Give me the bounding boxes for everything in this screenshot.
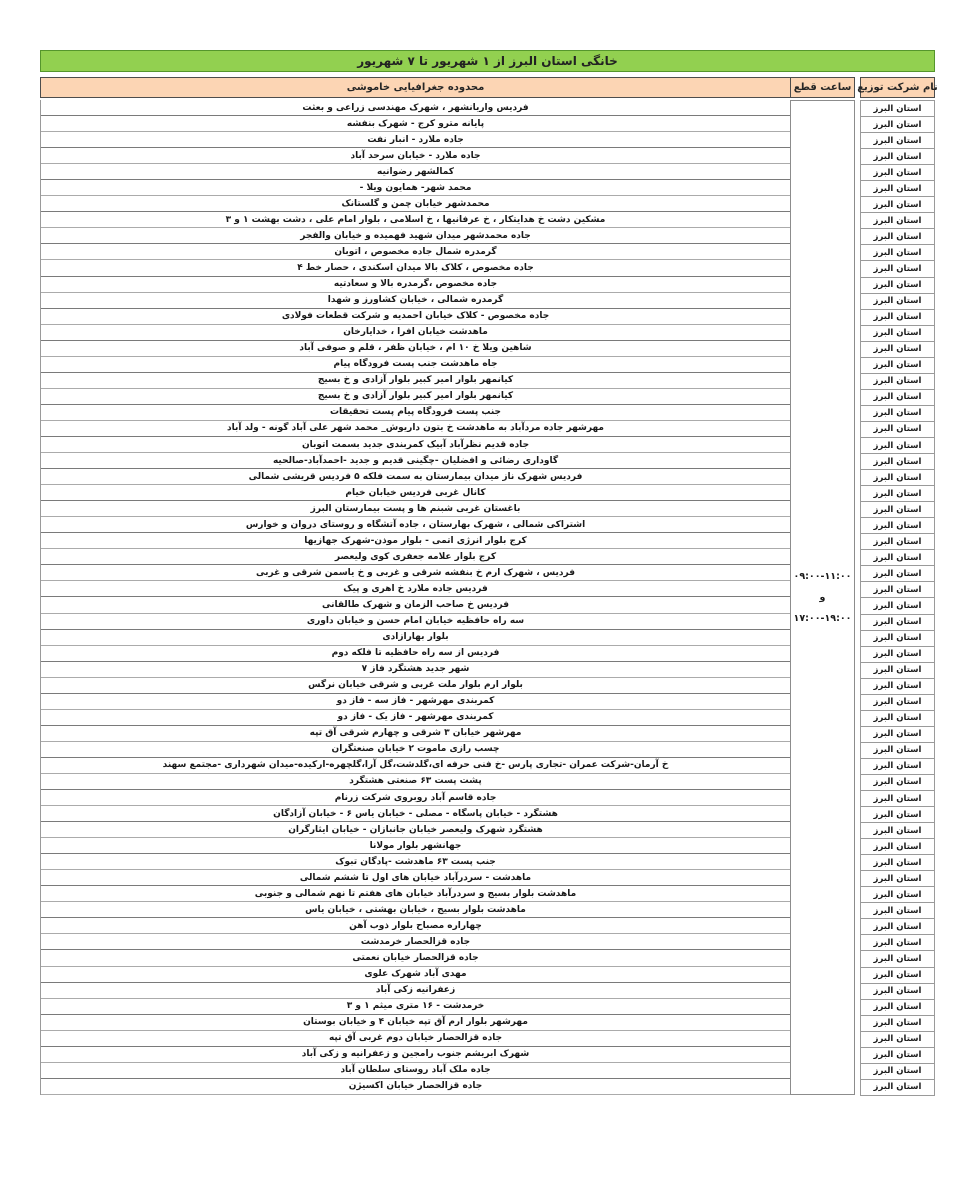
- main-body: [40, 100, 855, 1095]
- area-cell: جاده مخصوص - کلاک خیابان احمدیه و شرکت قطعات فولادی: [41, 309, 790, 325]
- company-cell: استان البرز: [861, 807, 934, 823]
- company-cell: استان البرز: [861, 566, 934, 582]
- company-cell: استان البرز: [861, 1080, 934, 1096]
- company-cell: استان البرز: [861, 390, 934, 406]
- company-cell: استان البرز: [861, 534, 934, 550]
- area-cell: مهدی آباد شهرک علوی: [41, 967, 790, 983]
- area-cell: گرمدره شمال جاده مخصوص ، اتوبان: [41, 244, 790, 260]
- company-cell: استان البرز: [861, 101, 934, 117]
- company-cell: استان البرز: [861, 647, 934, 663]
- company-cell: استان البرز: [861, 229, 934, 245]
- company-cell: استان البرز: [861, 615, 934, 631]
- company-cell: استان البرز: [861, 245, 934, 261]
- area-cell: کمربندی مهرشهر - فاز سه - فاز دو: [41, 694, 790, 710]
- area-cell: فردیس ، شهرک ارم خ بنفشه شرقی و غربی و خ یاسمن شرقی و غربی: [41, 565, 790, 581]
- time-range-morning: ۰۹:۰۰-۱۱:۰۰: [793, 570, 852, 582]
- area-cell: کرج بلوار انرژی اتمی - بلوار موذن-شهرک جهازیها: [41, 533, 790, 549]
- company-cell: استان البرز: [861, 1000, 934, 1016]
- company-rows: [860, 100, 935, 1096]
- company-cell: استان البرز: [861, 470, 934, 486]
- company-cell: استان البرز: [861, 550, 934, 566]
- time-conjunction: و: [819, 591, 826, 603]
- area-cell: چسب رازی ماموت ۲ خیابان صنعتگران: [41, 742, 790, 758]
- company-cell: استان البرز: [861, 695, 934, 711]
- area-cell: جاده مخصوص ، کلاک بالا میدان اسکندی ، حصار خط ۴: [41, 260, 790, 276]
- area-cell: محمد شهر- همایون ویلا -: [41, 180, 790, 196]
- company-cell: استان البرز: [861, 133, 934, 149]
- company-cell: استان البرز: [861, 342, 934, 358]
- company-cell: استان البرز: [861, 727, 934, 743]
- company-cell: استان البرز: [861, 887, 934, 903]
- area-cell: فردیس شهرک ناز میدان بیمارستان به سمت فلکه ۵ فردیس قریشی شمالی: [41, 469, 790, 485]
- company-cell: استان البرز: [861, 1016, 934, 1032]
- area-cell: جاده قزالحصار خیابان دوم غربی آق تپه: [41, 1031, 790, 1047]
- company-cell: استان البرز: [861, 823, 934, 839]
- area-cell: مهرشهر خیابان ۳ شرقی و چهارم شرقی آق تپه: [41, 726, 790, 742]
- company-cell: استان البرز: [861, 117, 934, 133]
- company-cell: استان البرز: [861, 984, 934, 1000]
- area-cell: فردیس واریانشهر ، شهرک مهندسی زراعی و بعثت: [41, 100, 790, 116]
- table-title: خانگی استان البرز از ۱ شهریور تا ۷ شهریور: [40, 50, 935, 72]
- area-cell: جاده ملارد - خیابان سرحد آباد: [41, 148, 790, 164]
- company-cell: استان البرز: [861, 839, 934, 855]
- company-cell: استان البرز: [861, 326, 934, 342]
- company-cell: استان البرز: [861, 261, 934, 277]
- company-cell: استان البرز: [861, 951, 934, 967]
- area-cell: فردیس خ صاحب الزمان و شهرک طالقانی: [41, 597, 790, 613]
- area-cell: شهر جدید هشتگرد فاز ۷: [41, 662, 790, 678]
- area-cell: شهرک ابریشم جنوب رامجین و زعفرانیه و زکی آباد: [41, 1047, 790, 1063]
- company-cell: استان البرز: [861, 518, 934, 534]
- area-cell: پشت پست ۶۳ صنعتی هشتگرد: [41, 774, 790, 790]
- area-cell: زعفرانیه زکی آباد: [41, 983, 790, 999]
- company-cell: استان البرز: [861, 149, 934, 165]
- area-cell: کیانمهر بلوار امیر کبیر بلوار آزادی و خ بسیج: [41, 373, 790, 389]
- company-cell: استان البرز: [861, 197, 934, 213]
- area-cell: بلوار بهارازادی: [41, 630, 790, 646]
- company-cell: استان البرز: [861, 791, 934, 807]
- company-cell: استان البرز: [861, 759, 934, 775]
- area-cell: اشتراکی شمالی ، شهرک بهارستان ، جاده آتشگاه و روستای دروان و خوارس: [41, 517, 790, 533]
- company-cell: استان البرز: [861, 1032, 934, 1048]
- company-cell: استان البرز: [861, 775, 934, 791]
- area-cell: فردیس از سه راه حافظیه تا فلکه دوم: [41, 646, 790, 662]
- company-cell: استان البرز: [861, 374, 934, 390]
- column-header-time: ساعت قطع: [790, 77, 855, 98]
- company-cell: استان البرز: [861, 855, 934, 871]
- area-cell: شاهین ویلا خ ۱۰ ام ، خیابان ظفر ، قلم و صوفی آباد: [41, 341, 790, 357]
- area-cell: کمربندی مهرشهر - فاز یک - فاز دو: [41, 710, 790, 726]
- area-cell: جاه ماهدشت جنب پست فرودگاه پیام: [41, 357, 790, 373]
- area-cell: ماهدشت - سردرآباد خیابان های اول تا ششم شمالی: [41, 870, 790, 886]
- column-header-area: محدوده جغرافیایی خاموشی: [40, 77, 790, 98]
- company-cell: استان البرز: [861, 871, 934, 887]
- company-cell: استان البرز: [861, 1064, 934, 1080]
- area-cell: جاده ملارد - انبار نفت: [41, 132, 790, 148]
- area-cell: کیانمهر بلوار امیر کبیر بلوار آزادی و خ بسیج: [41, 389, 790, 405]
- company-cell: استان البرز: [861, 213, 934, 229]
- area-cell: کمالشهر رضوانیه: [41, 164, 790, 180]
- company-column: [857, 77, 938, 1096]
- area-cell: باغستان غربی شبنم ها و پست بیمارستان البرز: [41, 501, 790, 517]
- area-cell: جاده قزالحصار خیابان اکسیژن: [41, 1079, 790, 1095]
- area-cell: جاده مخصوص ،گرمدره بالا و سعادتیه: [41, 277, 790, 293]
- company-cell: استان البرز: [861, 310, 934, 326]
- company-cell: استان البرز: [861, 711, 934, 727]
- company-cell: استان البرز: [861, 422, 934, 438]
- main-columns: [40, 77, 855, 1096]
- company-cell: استان البرز: [861, 935, 934, 951]
- column-header-company: نام شرکت توزیع: [860, 77, 935, 98]
- area-cell: ماهدشت خیابان افرا ، خدایارخان: [41, 325, 790, 341]
- area-cell: گرمدره شمالی ، خیابان کشاورز و شهدا: [41, 293, 790, 309]
- area-cell: مهرشهر بلوار ارم آق تپه خیابان ۴ و خیابان بوستان: [41, 1015, 790, 1031]
- area-cell: بلوار ارم بلوار ملت غربی و شرقی خیابان نرگس: [41, 678, 790, 694]
- area-cell: مشکین دشت خ هدایتکار ، خ عرفانیها ، خ اسلامی ، بلوار امام علی ، دشت بهشت ۱ و ۳: [41, 212, 790, 228]
- company-cell: استان البرز: [861, 903, 934, 919]
- area-cell: محمدشهر خیابان چمن و گلستانک: [41, 196, 790, 212]
- time-range-evening: ۱۷:۰۰-۱۹:۰۰: [793, 612, 852, 624]
- company-cell: استان البرز: [861, 663, 934, 679]
- main-header-row: [40, 77, 855, 98]
- area-cell: مهرشهر جاده مردآباد به ماهدشت خ بتون داریوش_ محمد شهر علی آباد گونه - ولد آباد: [41, 421, 790, 437]
- company-cell: استان البرز: [861, 743, 934, 759]
- area-cell: جاده قزالحصار خیابان نعمتی: [41, 950, 790, 966]
- company-cell: استان البرز: [861, 582, 934, 598]
- company-cell: استان البرز: [861, 631, 934, 647]
- area-cell: جنب پست ۶۳ ماهدشت -پادگان تبوک: [41, 854, 790, 870]
- table-grid: [40, 77, 938, 1096]
- area-cell: چهاراره مصباح بلوار ذوب آهن: [41, 918, 790, 934]
- area-cell: پایانه مترو کرج - شهرک بنفشه: [41, 116, 790, 132]
- area-cell: فردیس جاده ملارد خ اهری و پیک: [41, 581, 790, 597]
- company-cell: استان البرز: [861, 679, 934, 695]
- area-cell: جنب پست فرودگاه پیام پست تحقیقات: [41, 405, 790, 421]
- company-cell: استان البرز: [861, 278, 934, 294]
- company-cell: استان البرز: [861, 165, 934, 181]
- company-cell: استان البرز: [861, 294, 934, 310]
- area-cell: هشتگرد شهرک ولیعصر خیابان جانبازان - خیابان ایثارگران: [41, 822, 790, 838]
- company-cell: استان البرز: [861, 454, 934, 470]
- area-cell: جاده قزالحصار خرمدشت: [41, 934, 790, 950]
- outage-time-cell: [790, 100, 855, 1095]
- company-cell: استان البرز: [861, 358, 934, 374]
- area-cell: جاده محمدشهر میدان شهید فهمیده و خیابان والفجر: [41, 228, 790, 244]
- company-cell: استان البرز: [861, 968, 934, 984]
- company-cell: استان البرز: [861, 406, 934, 422]
- area-cell: خرمدشت - ۱۶ متری میثم ۱ و ۳: [41, 999, 790, 1015]
- company-cell: استان البرز: [861, 486, 934, 502]
- outage-schedule-table: [40, 50, 938, 1096]
- company-cell: استان البرز: [861, 1048, 934, 1064]
- area-rows: [40, 100, 790, 1095]
- company-cell: استان البرز: [861, 598, 934, 614]
- area-cell: ماهدشت بلوار بسیج و سردرآباد خیابان های هفتم تا نهم شمالی و جنوبی: [41, 886, 790, 902]
- area-cell: جاده قدیم نظرآباد آبیک کمربندی جدید بسمت اتوبان: [41, 437, 790, 453]
- area-cell: کرج بلوار علامه جعفری کوی ولیعصر: [41, 549, 790, 565]
- area-cell: ماهدشت بلوار بسیج ، خیابان بهشتی ، خیابان یاس: [41, 902, 790, 918]
- company-cell: استان البرز: [861, 502, 934, 518]
- area-cell: جاده ملک آباد روستای سلطان آباد: [41, 1063, 790, 1079]
- area-cell: سه راه حافظیه خیابان امام حسن و خیابان داوری: [41, 614, 790, 630]
- company-cell: استان البرز: [861, 438, 934, 454]
- area-cell: جهانشهر بلوار مولانا: [41, 838, 790, 854]
- area-cell: هشتگرد - خیابان پاسگاه - مصلی - خیابان یاس ۶ - خیابان آزادگان: [41, 806, 790, 822]
- area-cell: جاده قاسم آباد روبروی شرکت زرنام: [41, 790, 790, 806]
- company-cell: استان البرز: [861, 181, 934, 197]
- area-cell: خ آرمان-شرکت عمران -تجاری پارس -خ فنی حرفه ای،گلدشت،گل آرا،گلچهره-ارکیده-میدان شهرداری -مجتمع سهند: [41, 758, 790, 774]
- company-cell: استان البرز: [861, 919, 934, 935]
- area-cell: گاوداری رضائی و افضلیان -چگینی قدیم و جدید -احمدآباد-صالحیه: [41, 453, 790, 469]
- area-cell: کانال غربی فردیس خیابان خیام: [41, 485, 790, 501]
